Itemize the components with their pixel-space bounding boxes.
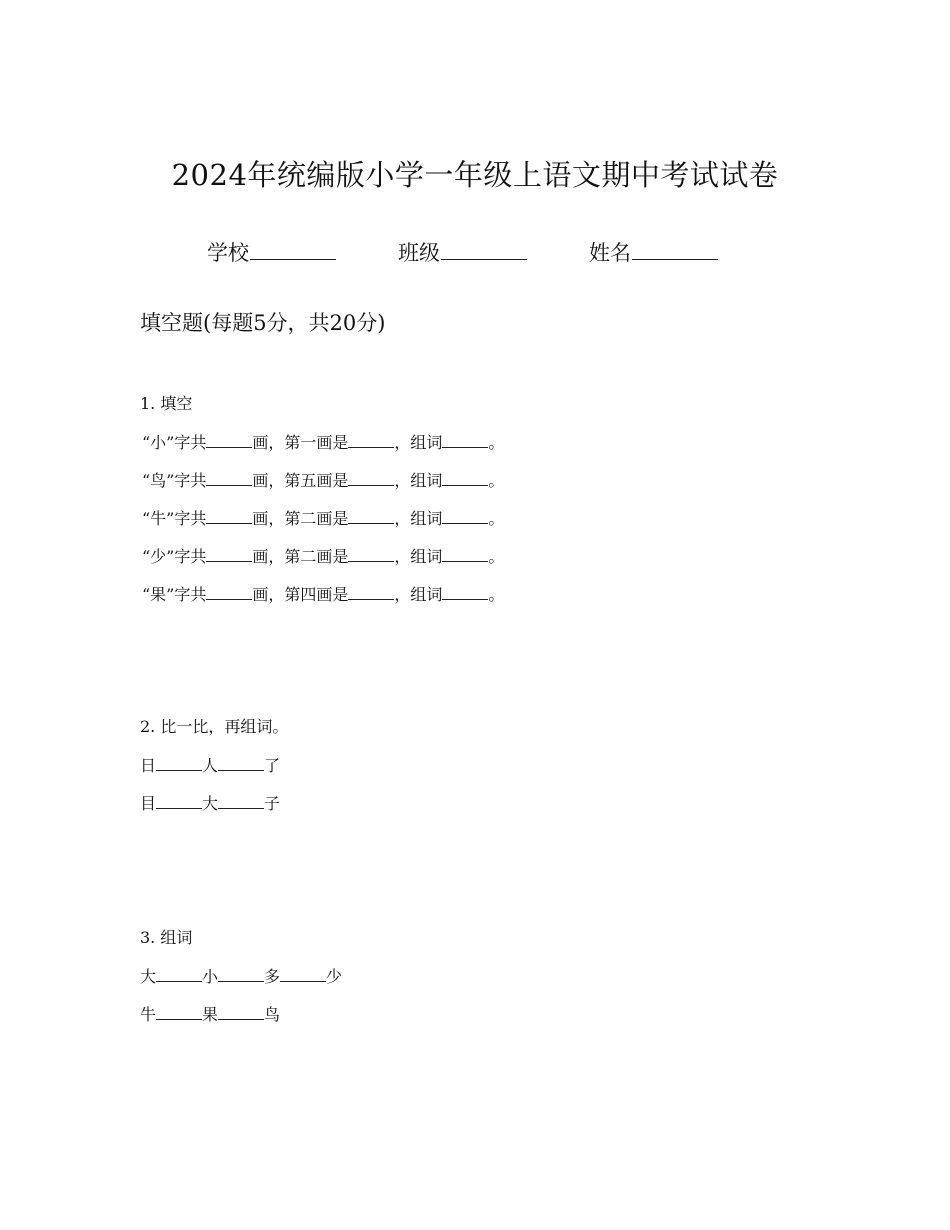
char: 大 <box>140 967 157 986</box>
row-prefix: 字共 <box>174 509 207 528</box>
char: 大 <box>202 794 219 813</box>
row-mid1: 画，第五画是 <box>252 471 349 490</box>
target-char: “少” <box>142 547 175 566</box>
word-blank[interactable] <box>218 1003 264 1020</box>
question-2-row <box>140 754 288 776</box>
char: 日 <box>140 756 157 775</box>
word-blank[interactable] <box>442 431 488 448</box>
question-1-title: 1. 填空 <box>140 394 193 413</box>
name-field <box>589 237 718 267</box>
row-end: 。 <box>488 433 505 452</box>
section-title: 填空题(每题5分，共20分) <box>140 311 386 335</box>
word-blank[interactable] <box>442 507 488 524</box>
class-blank[interactable] <box>441 237 527 260</box>
row-end: 。 <box>488 471 505 490</box>
stroke-blank[interactable] <box>348 583 394 600</box>
school-blank[interactable] <box>250 237 336 260</box>
target-char: “鸟” <box>142 471 175 490</box>
student-info-row <box>207 237 718 267</box>
word-blank[interactable] <box>156 754 202 771</box>
school-field <box>207 237 336 267</box>
row-end: 。 <box>488 585 505 604</box>
char: 少 <box>326 967 343 986</box>
row-mid2: ，组词 <box>394 547 443 566</box>
row-mid2: ，组词 <box>394 509 443 528</box>
question-2-row <box>140 792 288 814</box>
question-3-title: 3. 组词 <box>140 928 193 947</box>
word-blank[interactable] <box>280 965 326 982</box>
row-prefix: 字共 <box>174 585 207 604</box>
word-blank[interactable] <box>218 754 264 771</box>
char: 牛 <box>140 1005 157 1024</box>
target-char: “果” <box>142 585 175 604</box>
char: 人 <box>202 756 219 775</box>
question-1 <box>140 393 504 621</box>
stroke-blank[interactable] <box>348 545 394 562</box>
word-blank[interactable] <box>218 792 264 809</box>
row-end: 。 <box>488 547 505 566</box>
target-char: “小” <box>142 433 175 452</box>
name-label: 姓名 <box>589 241 631 265</box>
class-label: 班级 <box>398 241 440 265</box>
class-field <box>398 237 527 267</box>
name-blank[interactable] <box>632 237 718 260</box>
row-prefix: 字共 <box>174 433 207 452</box>
word-blank[interactable] <box>218 965 264 982</box>
word-blank[interactable] <box>156 965 202 982</box>
stroke-blank[interactable] <box>348 507 394 524</box>
question-1-row <box>140 583 504 605</box>
row-mid2: ，组词 <box>394 433 443 452</box>
question-1-row <box>140 431 504 453</box>
stroke-count-blank[interactable] <box>206 469 252 486</box>
char: 多 <box>264 967 281 986</box>
stroke-count-blank[interactable] <box>206 583 252 600</box>
word-blank[interactable] <box>442 583 488 600</box>
char: 了 <box>264 756 281 775</box>
row-mid1: 画，第四画是 <box>252 585 349 604</box>
word-blank[interactable] <box>442 545 488 562</box>
question-1-row <box>140 507 504 529</box>
target-char: “牛” <box>142 509 175 528</box>
stroke-count-blank[interactable] <box>206 431 252 448</box>
stroke-count-blank[interactable] <box>206 545 252 562</box>
question-3 <box>140 927 342 1041</box>
word-blank[interactable] <box>156 1003 202 1020</box>
school-label: 学校 <box>207 241 249 265</box>
question-1-row <box>140 469 504 491</box>
question-3-row <box>140 1003 342 1025</box>
row-mid1: 画，第二画是 <box>252 547 349 566</box>
stroke-blank[interactable] <box>348 469 394 486</box>
question-3-row <box>140 965 342 987</box>
page-title: 2024年统编版小学一年级上语文期中考试试卷 <box>171 158 779 192</box>
stroke-count-blank[interactable] <box>206 507 252 524</box>
char: 目 <box>140 794 157 813</box>
char: 小 <box>202 967 219 986</box>
question-2-title: 2. 比一比，再组词。 <box>140 717 289 736</box>
word-blank[interactable] <box>442 469 488 486</box>
row-mid1: 画，第二画是 <box>252 509 349 528</box>
row-mid2: ，组词 <box>394 471 443 490</box>
stroke-blank[interactable] <box>348 431 394 448</box>
row-mid1: 画，第一画是 <box>252 433 349 452</box>
row-mid2: ，组词 <box>394 585 443 604</box>
word-blank[interactable] <box>156 792 202 809</box>
row-end: 。 <box>488 509 505 528</box>
row-prefix: 字共 <box>174 547 207 566</box>
question-2 <box>140 716 288 830</box>
question-1-row <box>140 545 504 567</box>
char: 鸟 <box>264 1005 281 1024</box>
char: 果 <box>202 1005 219 1024</box>
char: 子 <box>264 794 281 813</box>
row-prefix: 字共 <box>174 471 207 490</box>
